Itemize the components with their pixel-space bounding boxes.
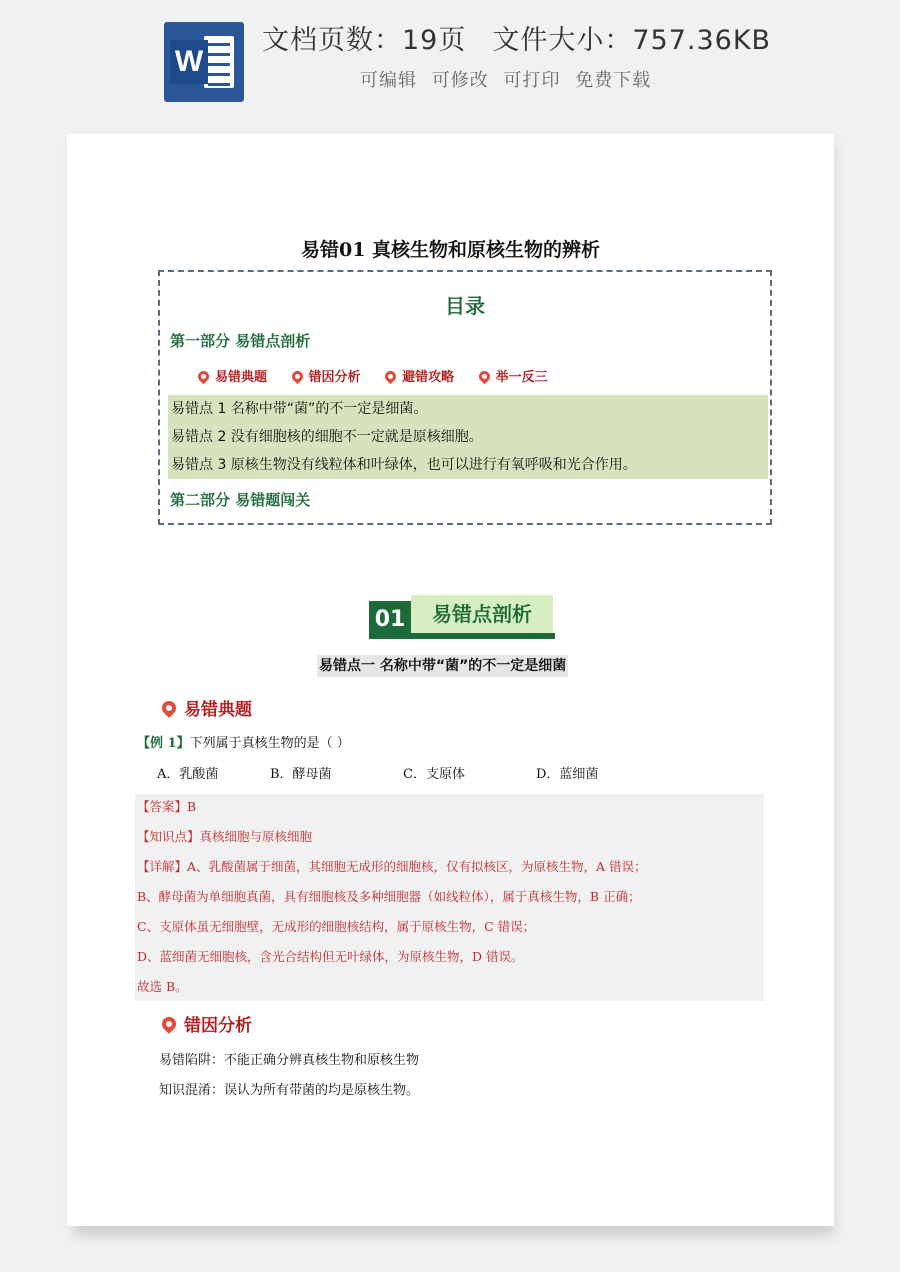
option-d: D．蓝细菌 (536, 767, 599, 782)
toc-tag: 易错典题 (198, 366, 267, 385)
feature-free-download: 免费下载 (575, 70, 652, 91)
point-title: 易错点一 名称中带“菌”的不一定是细菌 (317, 655, 568, 677)
toc-item: 易错点 2 没有细胞核的细胞不一定就是原核细胞。 (171, 429, 483, 445)
feature-list (360, 66, 659, 92)
option-c: C．支原体 (403, 767, 465, 782)
feature-printable: 可打印 (503, 70, 561, 91)
toc-heading: 目录 (445, 294, 485, 318)
cause-note: 知识混淆：误认为所有带菌的均是原核生物。 (159, 1083, 420, 1098)
section-badge (369, 595, 555, 639)
toc-tag: 举一反三 (479, 366, 548, 385)
toc-item: 易错点 3 原核生物没有线粒体和叶绿体，也可以进行有氧呼吸和光合作用。 (171, 457, 637, 473)
option-a: A．乳酸菌 (157, 767, 219, 782)
example-tag: 【例 1】 (137, 736, 190, 751)
toc-list (168, 395, 768, 479)
cause-note: 易错陷阱：不能正确分辨真核生物和原核生物 (159, 1053, 420, 1068)
word-doc-icon (164, 22, 244, 102)
file-info (262, 18, 771, 57)
feature-modifiable: 可修改 (431, 70, 489, 91)
feature-editable: 可编辑 (360, 70, 417, 91)
knowledge-line: 【知识点】真核细胞与原核细胞 (137, 829, 313, 844)
download-header (0, 0, 900, 120)
location-pin-icon (383, 369, 399, 385)
subheading-cause: 错因分析 (162, 1011, 252, 1036)
detail-line: B、酵母菌为单细胞真菌，具有细胞核及多种细胞器（如线粒体），属于真核生物，B 正确； (137, 889, 641, 904)
detail-line: 故选 B。 (137, 979, 188, 994)
toc-part-one: 第一部分 易错点剖析 (170, 332, 311, 350)
toc-tags (198, 366, 568, 385)
section-number: 01 (369, 601, 411, 639)
table-of-contents (158, 270, 772, 525)
location-pin-icon (159, 1014, 179, 1034)
document-page (67, 134, 834, 1226)
subheading-typical: 易错典题 (162, 695, 252, 720)
toc-item: 易错点 1 名称中带“菌”的不一定是细菌。 (171, 401, 428, 417)
detail-line: D、蓝细菌无细胞核，含光合结构但无叶绿体，为原核生物，D 错误。 (137, 949, 524, 964)
section-label: 易错点剖析 (411, 595, 553, 633)
location-pin-icon (289, 369, 305, 385)
page-count: 文档页数：19页 (262, 25, 467, 56)
toc-tag: 错因分析 (292, 366, 361, 385)
location-pin-icon (196, 369, 212, 385)
example-question: 【例 1】下列属于真核生物的是（ ） (137, 736, 350, 751)
option-b: B．酵母菌 (270, 767, 332, 782)
word-logo-letter: W (170, 40, 208, 84)
answer-line: 【答案】B (137, 799, 197, 814)
detail-line: C、支原体虽无细胞壁，无成形的细胞核结构，属于原核生物，C 错误； (137, 919, 536, 934)
detail-line: 【详解】A、乳酸菌属于细菌，其细胞无成形的细胞核，仅有拟核区，为原核生物，A 错误； (137, 859, 647, 874)
toc-part-two: 第二部分 易错题闯关 (170, 491, 311, 509)
answer-box (135, 794, 764, 1001)
example-options (157, 763, 757, 783)
location-pin-icon (476, 369, 492, 385)
document-title: 易错01 真核生物和原核生物的辨析 (300, 239, 601, 261)
file-size: 文件大小：757.36KB (492, 25, 772, 56)
location-pin-icon (159, 698, 179, 718)
toc-tag: 避错攻略 (385, 366, 454, 385)
